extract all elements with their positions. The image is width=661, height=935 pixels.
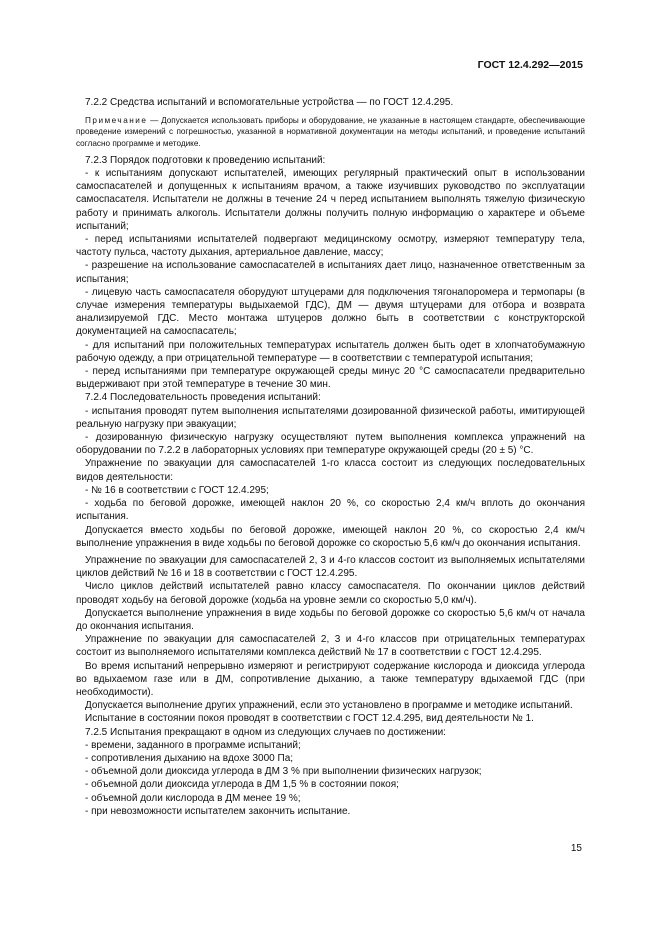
- note-label: Примечание: [85, 116, 148, 126]
- list-item: - времени, заданного в программе испытаний;: [85, 739, 301, 751]
- list-item: - объемной доли диоксида углерода в ДМ 3 % при выполнении физических нагрузок;: [85, 766, 482, 778]
- list-item: - объемной доли диоксида углерода в ДМ 1,5 % в состоянии покоя;: [85, 779, 399, 791]
- body-paragraph: 7.2.5 Испытания прекращают в одном из следующих случаев по достижении:: [85, 726, 446, 738]
- body-paragraph: Допускается вместо ходьбы по беговой дорожке, имеющей наклон 20 %, со скоростью 2,4 км/ч выполнение упражнения в виде ходьбы по беговой дорожке со скоростью 5,6 км/ч до окончания испытания.: [76, 524, 585, 549]
- list-item: - при невозможности испытателем закончить испытание.: [85, 805, 351, 817]
- body-paragraph: - ходьба по беговой дорожке, имеющей наклон 20 %, со скоростью 2,4 км/ч вплоть до окончания испытания.: [76, 498, 585, 523]
- body-paragraph: 7.2.4 Последовательность проведения испытаний:: [85, 392, 321, 404]
- document-body: [76, 96, 585, 818]
- paragraph-7-2-2: 7.2.2 Средства испытаний и вспомогательные устройства — по ГОСТ 12.4.295.: [85, 97, 454, 108]
- body-paragraph: - лицевую часть самоспасателя оборудуют штуцерами для подключения тягонапоромера и термопары (в случае измерения температуры выдыхаемой ГДС), ДМ — двумя штуцерами для отбора и возврата анализируемой ГДС. Место монтажа штуцеров должно быть в соответствии с конструкторской документацией на самоспасатель;: [76, 286, 585, 338]
- body-paragraph: - разрешение на использование самоспасателей в испытаниях дает лицо, назначенное ответственным за испытания;: [76, 260, 585, 285]
- body-paragraph: - перед испытаниями испытателей подвергают медицинскому осмотру, измеряют температуру тела, частоту пульса, частоту дыхания, артериальное давление, массу;: [76, 234, 585, 259]
- body-paragraph: - испытания проводят путем выполнения испытателями дозированной физической работы, имитирующей реальную нагрузку при эвакуации;: [76, 405, 585, 430]
- body-paragraph: Допускается выполнение упражнения в виде ходьбы по беговой дорожке со скоростью 5,6 км/ч от начала до окончания испытания.: [76, 607, 585, 632]
- list-item: - сопротивления дыханию на вдохе 3000 Па;: [85, 752, 294, 764]
- list-item: - объемной доли кислорода в ДМ менее 19 %;: [85, 792, 301, 804]
- body-paragraph: 7.2.3 Порядок подготовки к проведению испытаний:: [85, 154, 326, 166]
- note-paragraph: [76, 115, 585, 149]
- body-paragraph: - № 16 в соответствии с ГОСТ 12.4.295;: [85, 484, 269, 496]
- document-code-header: ГОСТ 12.4.292—2015: [477, 59, 583, 71]
- body-paragraph: Во время испытаний непрерывно измеряют и регистрируют содержание кислорода и диоксида углерода во вдыхаемом газе или в ДМ, сопротивление дыханию, а также температуру вдыхаемой ГДС (при необходимости).: [76, 660, 585, 698]
- body-paragraph: - для испытаний при положительных температурах испытатель должен быть одет в хлопчатобумажную рабочую одежду, а при отрицательной температуре — в соответствии с температурой испытания;: [76, 339, 585, 364]
- body-paragraph: - к испытаниям допускают испытателей, имеющих регулярный практический опыт в использовании самоспасателей и допущенных к испытаниям врачом, а также изучивших руководство по эксплуатации самоспасателя. Испытатели не должны в течение 24 ч перед испытанием выполнять тяжелую физическую работу и принимать алкоголь. Испытатели должны получить полную информацию о характере и объеме испытаний;: [76, 168, 585, 232]
- body-paragraph: Допускается выполнение других упражнений, если это установлено в программе и методике испытаний.: [85, 700, 573, 712]
- page-number: 15: [570, 843, 582, 854]
- body-paragraph: Испытание в состоянии покоя проводят в соответствии с ГОСТ 12.4.295, вид деятельности № 1.: [85, 713, 534, 725]
- body-paragraph: Упражнение по эвакуации для самоспасателей 2, 3 и 4-го классов при отрицательных температурах состоит из выполняемого испытателями комплекса действий № 17 в соответствии с ГОСТ 12.4.295.: [76, 634, 585, 659]
- body-paragraph: - дозированную физическую нагрузку осуществляют путем выполнения комплекса упражнений на оборудовании по 7.2.2 в лабораторных условиях при температуре окружающей среды (20 ± 5) °С.: [76, 432, 585, 457]
- body-paragraph: - перед испытаниями при температуре окружающей среды минус 20 °С самоспасатели предварительно выдерживают при этой температуре в течение 30 мин.: [76, 366, 585, 391]
- body-paragraph: Число циклов действий испытателей равно классу самоспасателя. По окончании циклов действий проводят ходьбу на беговой дорожке (ходьба на уровне земли со скоростью 5,0 км/ч).: [76, 581, 585, 606]
- body-paragraph: Упражнение по эвакуации для самоспасателей 1-го класса состоит из следующих последовательных видов деятельности:: [76, 458, 585, 483]
- note-text: — Допускается использовать приборы и оборудование, не указанные в настоящем стандарте, обеспечивающие проведение измерений с погрешностью, указанной в нормативной документации на методы испытаний, и проведение испытаний согласно программе и методике.: [76, 116, 585, 148]
- body-paragraph: Упражнение по эвакуации для самоспасателей 2, 3 и 4-го классов состоит из выполняемых испытателями циклов действий № 16 и 18 в соответствии с ГОСТ 12.4.295.: [76, 554, 585, 580]
